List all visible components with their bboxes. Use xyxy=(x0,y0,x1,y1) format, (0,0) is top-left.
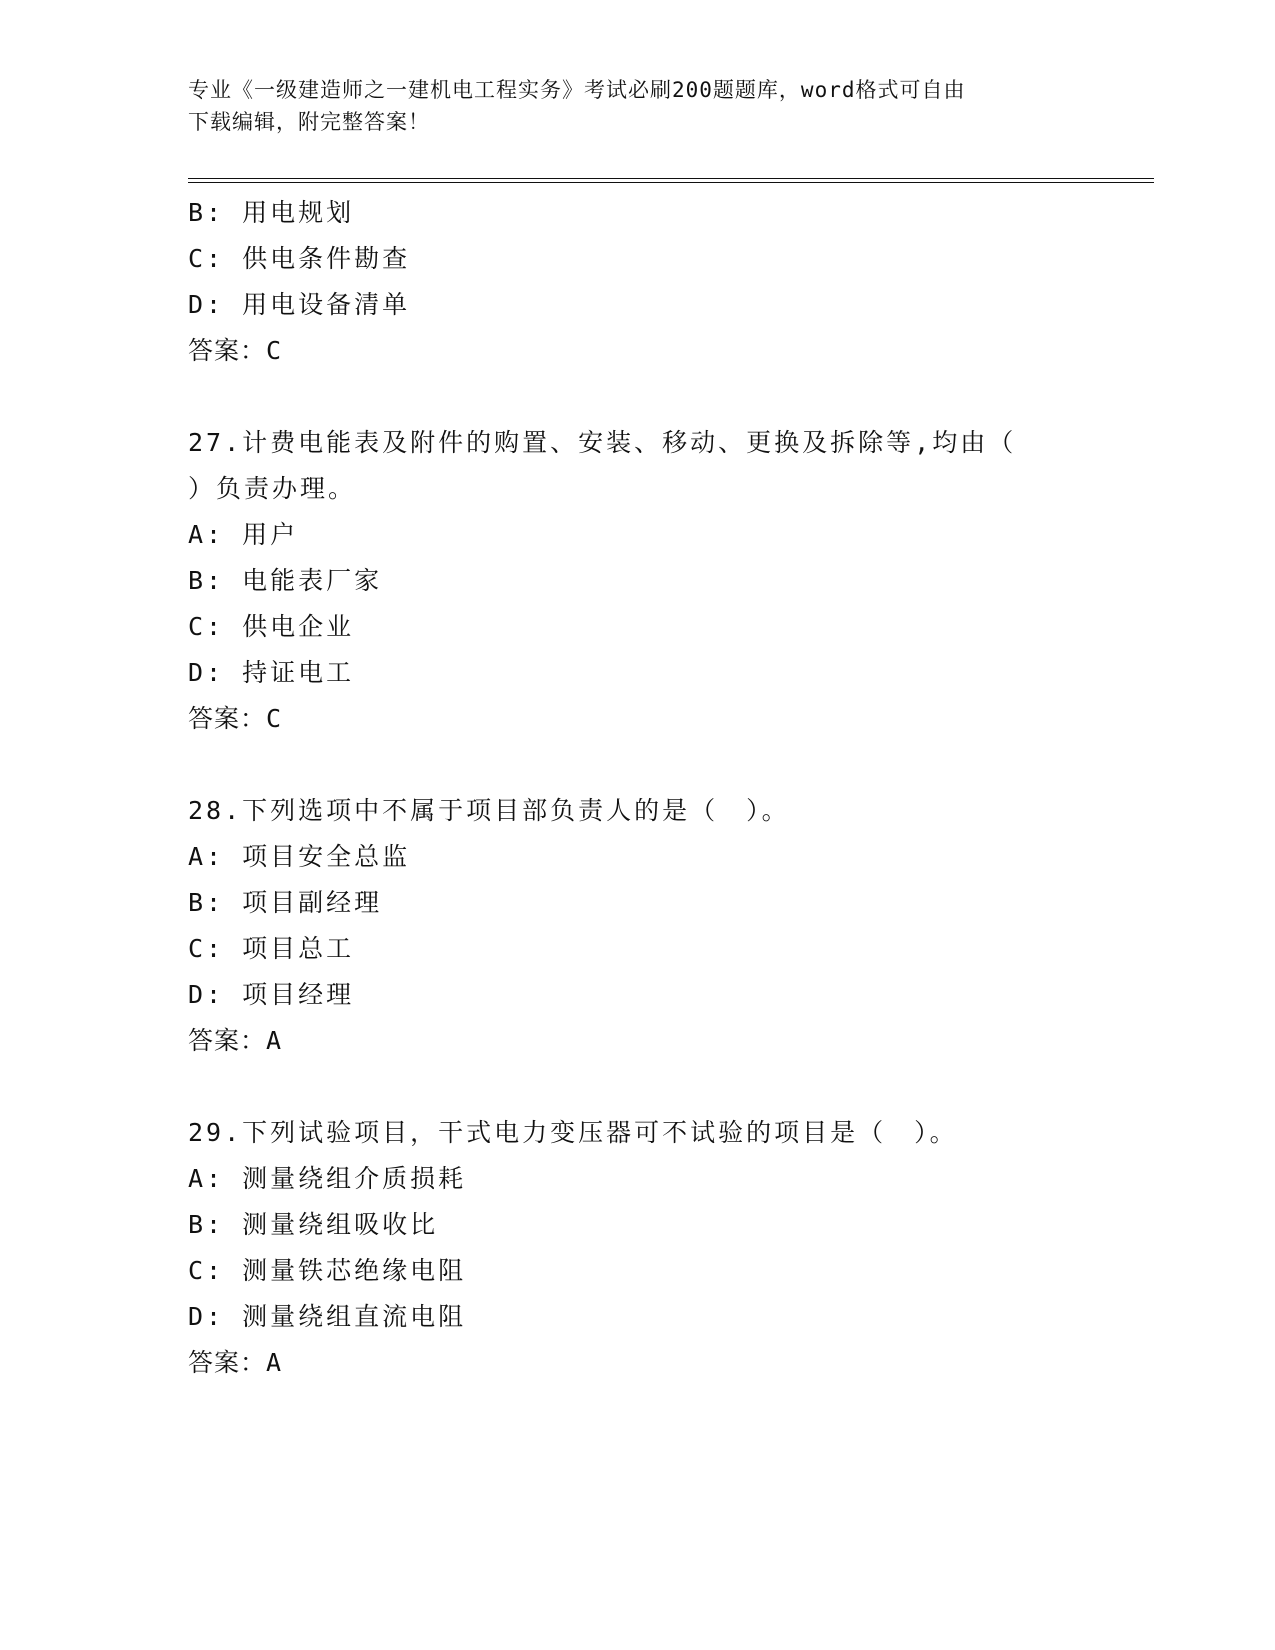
header-divider xyxy=(188,178,1154,183)
question-list xyxy=(188,190,1148,1432)
question-26-answer: 答案：C xyxy=(188,336,283,365)
question-27-stem-line-2: ）负责办理。 xyxy=(188,474,357,503)
question-29-stem: 29.下列试验项目，干式电力变压器可不试验的项目是（ ）。 xyxy=(188,1118,958,1147)
document-header xyxy=(188,74,1068,138)
question-29-option-d: D: 测量绕组直流电阻 xyxy=(188,1302,467,1331)
question-29 xyxy=(188,1110,1148,1386)
question-26-option-b: B: 用电规划 xyxy=(188,198,355,227)
question-27-option-c: C: 供电企业 xyxy=(188,612,355,641)
question-26-option-d: D: 用电设备清单 xyxy=(188,290,411,319)
question-27-answer: 答案：C xyxy=(188,704,283,733)
header-line-1: 专业《一级建造师之一建机电工程实务》考试必刷200题题库，word格式可自由 xyxy=(188,78,966,102)
question-29-answer: 答案：A xyxy=(188,1348,283,1377)
question-28-answer: 答案：A xyxy=(188,1026,283,1055)
question-29-option-c: C: 测量铁芯绝缘电阻 xyxy=(188,1256,467,1285)
question-28-option-d: D: 项目经理 xyxy=(188,980,355,1009)
question-27 xyxy=(188,420,1148,742)
question-28-option-c: C: 项目总工 xyxy=(188,934,355,963)
question-27-option-d: D: 持证电工 xyxy=(188,658,355,687)
question-27-option-b: B: 电能表厂家 xyxy=(188,566,383,595)
question-28 xyxy=(188,788,1148,1064)
question-28-option-a: A: 项目安全总监 xyxy=(188,842,411,871)
question-27-option-a: A: 用户 xyxy=(188,520,299,549)
header-line-2: 下载编辑，附完整答案！ xyxy=(188,110,430,134)
question-29-option-a: A: 测量绕组介质损耗 xyxy=(188,1164,467,1193)
question-26 xyxy=(188,190,1148,374)
question-29-option-b: B: 测量绕组吸收比 xyxy=(188,1210,439,1239)
question-28-option-b: B: 项目副经理 xyxy=(188,888,383,917)
question-27-stem-line-1: 27.计费电能表及附件的购置、安装、移动、更换及拆除等,均由（ xyxy=(188,428,1017,457)
question-26-option-c: C: 供电条件勘查 xyxy=(188,244,411,273)
question-28-stem: 28.下列选项中不属于项目部负责人的是（ ）。 xyxy=(188,796,790,825)
